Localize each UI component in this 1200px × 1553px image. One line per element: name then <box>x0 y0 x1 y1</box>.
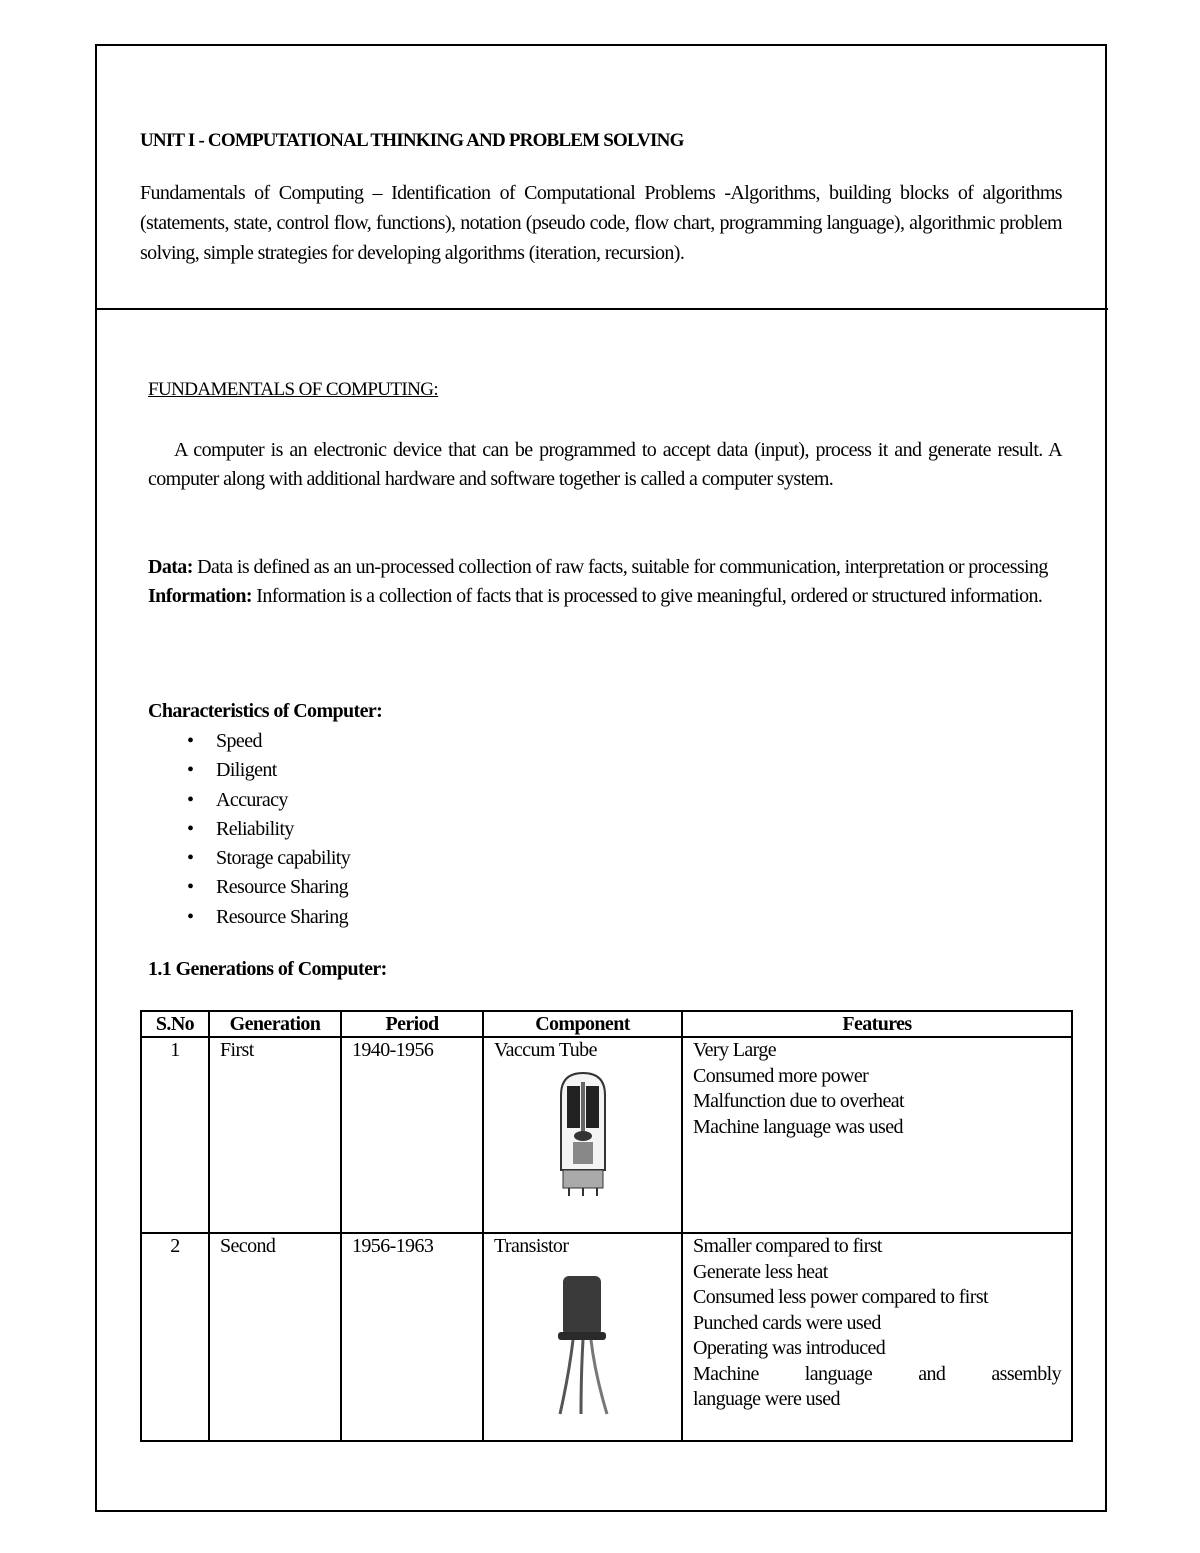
generations-heading: 1.1 Generations of Computer: <box>148 958 387 980</box>
cell-features <box>682 1233 1072 1441</box>
transistor-image <box>543 1274 623 1424</box>
cell-component <box>483 1037 682 1233</box>
list-item-text: Reliability <box>216 817 294 840</box>
unit-title: UNIT I - COMPUTATIONAL THINKING AND PROBLEM SOLVING <box>140 130 684 151</box>
bullet-icon: • <box>187 759 194 782</box>
table-row <box>141 1233 1072 1441</box>
feature-item: language were used <box>693 1388 840 1410</box>
header-period: Period <box>341 1011 483 1037</box>
list-item-text: Accuracy <box>216 788 288 811</box>
bullet-icon: • <box>187 847 194 870</box>
list-item-text: Diligent <box>216 759 277 782</box>
header-component: Component <box>483 1011 682 1037</box>
info-label: Information: <box>148 585 252 607</box>
list-item <box>187 873 350 902</box>
bullet-icon: • <box>187 817 194 840</box>
list-item <box>187 756 350 785</box>
characteristics-heading: Characteristics of Computer: <box>148 700 383 722</box>
cell-period: 1956-1963 <box>341 1233 483 1441</box>
feature-item: Machine language was used <box>693 1115 903 1138</box>
cell-generation: Second <box>209 1233 341 1441</box>
definitions <box>148 553 1062 611</box>
feature-item: Machine language and assembly <box>693 1362 1061 1385</box>
section-heading: FUNDAMENTALS OF COMPUTING: <box>148 379 439 400</box>
feature-item: Punched cards were used <box>693 1311 881 1334</box>
feature-item: Very Large <box>693 1039 777 1061</box>
characteristics-list <box>187 727 350 932</box>
intro-paragraph: A computer is an electronic device that can be programmed to accept data (input), process it and generate result. A computer along with additional hardware and software together is called a computer system. <box>148 439 1062 490</box>
feature-item: Consumed less power compared to first <box>693 1286 988 1308</box>
bullet-icon: • <box>187 788 194 811</box>
component-label: Vaccum Tube <box>494 1039 597 1061</box>
list-item-text: Storage capability <box>216 847 351 870</box>
cell-period: 1940-1956 <box>341 1037 483 1233</box>
header-features: Features <box>682 1011 1072 1037</box>
vacuum-tube-image <box>553 1070 613 1200</box>
cell-generation: First <box>209 1037 341 1233</box>
syllabus-text: Fundamentals of Computing – Identification of Computational Problems -Algorithms, building blocks of algorithms (statements, state, control flow, functions), notation (pseudo code, flow chart, programming language), algorithmic problem solving, simple strategies for developing algorithms (iteration, recursion). <box>140 182 1062 264</box>
list-item <box>187 844 350 873</box>
data-definition <box>148 553 1062 582</box>
data-text: Data is defined as an un-processed collection of raw facts, suitable for communication, interpretation or processing <box>192 556 1048 578</box>
bullet-icon: • <box>187 905 194 928</box>
header-sno: S.No <box>141 1011 209 1037</box>
cell-sno: 1 <box>141 1037 209 1233</box>
cell-component <box>483 1233 682 1441</box>
cell-features <box>682 1037 1072 1233</box>
bullet-icon: • <box>187 730 194 752</box>
feature-item: Consumed more power <box>693 1064 869 1087</box>
feature-item: Generate less heat <box>693 1260 828 1283</box>
list-item-text: Resource Sharing <box>216 876 349 899</box>
list-item <box>187 727 350 756</box>
component-label: Transistor <box>494 1235 569 1257</box>
feature-item: Operating was introduced <box>693 1337 886 1359</box>
list-item-text: Resource Sharing <box>216 905 349 928</box>
table-row <box>141 1037 1072 1233</box>
list-item <box>187 786 350 815</box>
list-item <box>187 903 350 932</box>
header-divider <box>95 308 1108 310</box>
feature-item: Malfunction due to overheat <box>693 1090 904 1112</box>
info-text: Information is a collection of facts that is processed to give meaningful, ordered or structured information. <box>251 585 1043 607</box>
bullet-icon: • <box>187 876 194 899</box>
generations-table <box>140 1010 1073 1442</box>
list-item-text: Speed <box>216 730 262 752</box>
information-definition <box>148 582 1062 611</box>
feature-item: Smaller compared to first <box>693 1235 882 1257</box>
cell-sno: 2 <box>141 1233 209 1441</box>
list-item <box>187 815 350 844</box>
data-label: Data: <box>148 556 193 578</box>
table-header-row <box>141 1011 1072 1037</box>
header-generation: Generation <box>209 1011 341 1037</box>
